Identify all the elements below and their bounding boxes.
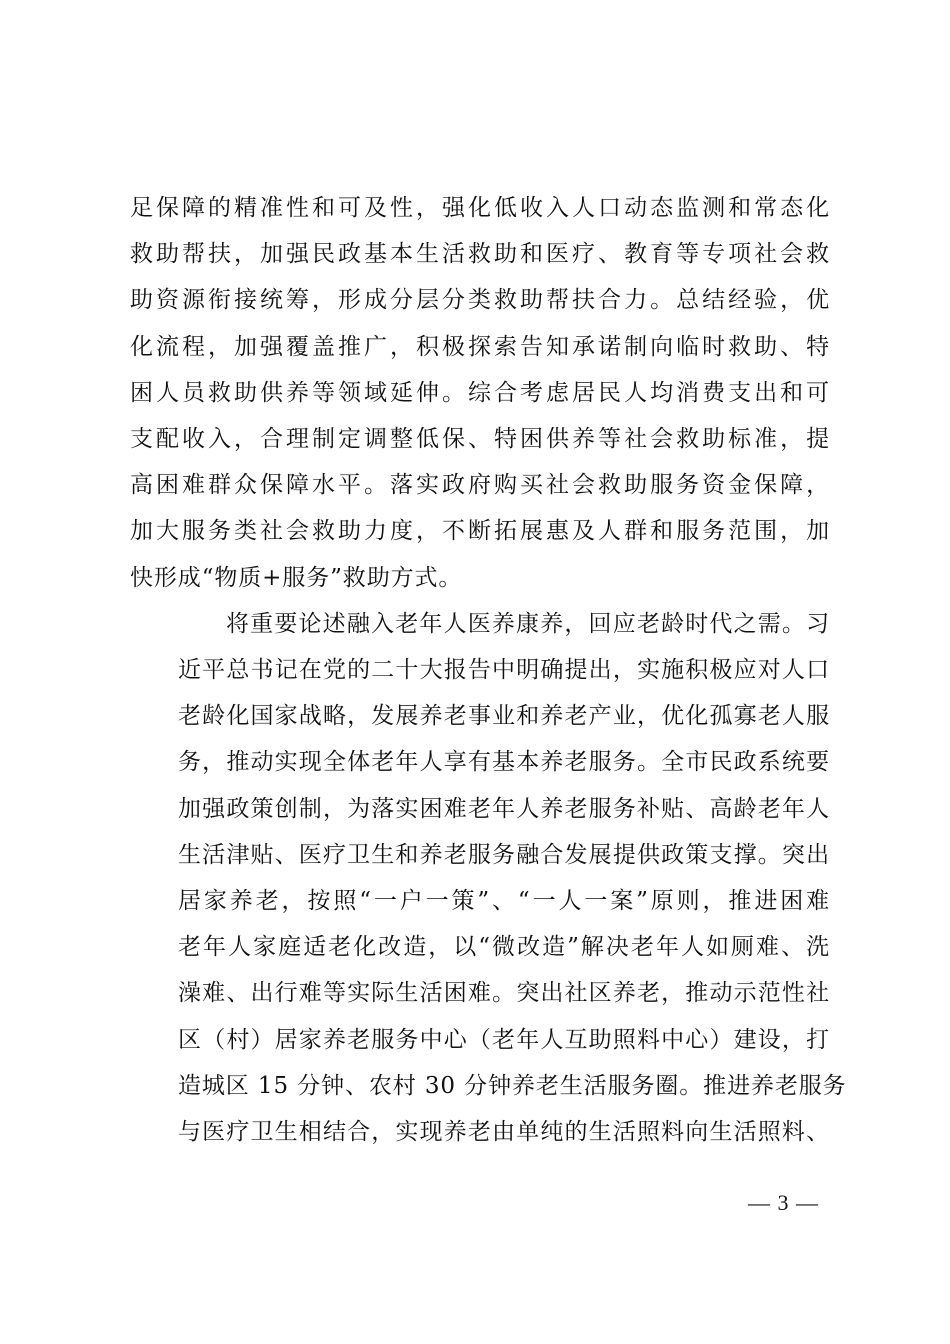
text-line: 快形成“物质+服务”救助方式。 bbox=[130, 564, 463, 591]
text-line: 助资源衔接统筹，形成分层分类救助帮扶合力。总结经验，优 bbox=[130, 287, 830, 314]
text-line: 加大服务类社会救助力度，不断拓展惠及人群和服务范围，加 bbox=[130, 518, 830, 545]
text-line: 高困难群众保障水平。落实政府购买社会救助服务资金保障， bbox=[130, 472, 830, 499]
text-line: 老龄化国家战略，发展养老事业和养老产业，优化孤寡老人服 bbox=[178, 703, 830, 730]
text-line: 加强政策创制，为落实困难老年人养老服务补贴、高龄老年人 bbox=[178, 795, 830, 822]
text-line: 足保障的精准性和可及性，强化低收入人口动态监测和常态化 bbox=[130, 195, 830, 221]
text-line: 生活津贴、医疗卫生和养老服务融合发展提供政策支撑。突出 bbox=[178, 841, 830, 868]
text-line: 澡难、出行难等实际生活困难。突出社区养老，推动示范性社 bbox=[178, 980, 830, 1007]
text-line: 造城区 15 分钟、农村 30 分钟养老生活服务圈。推进养老服务 bbox=[178, 1072, 847, 1099]
text-line: 将重要论述融入老年人医养康养，回应老龄时代之需。习 bbox=[226, 610, 830, 637]
text-line: 务，推动实现全体老年人享有基本养老服务。全市民政系统要 bbox=[178, 749, 830, 776]
text-line: 化流程，加强覆盖推广，积极探索告知承诺制向临时救助、特 bbox=[130, 333, 830, 360]
page-number: — 3 — bbox=[748, 1190, 819, 1215]
text-line: 与医疗卫生相结合，实现养老由单纯的生活照料向生活照料、 bbox=[178, 1119, 830, 1146]
text-line: 近平总书记在党的二十大报告中明确提出，实施积极应对人口 bbox=[178, 657, 830, 684]
text-line: 居家养老，按照“一户一策”、“一人一案”原则，推进困难 bbox=[178, 888, 830, 915]
paragraph-1 bbox=[130, 185, 830, 601]
text-line: 区（村）居家养老服务中心（老年人互助照料中心）建设，打 bbox=[178, 1026, 830, 1053]
text-line: 救助帮扶，加强民政基本生活救助和医疗、教育等专项社会救 bbox=[130, 241, 830, 268]
text-line: 老年人家庭适老化改造，以“微改造”解决老年人如厕难、洗 bbox=[178, 934, 830, 961]
text-line: 困人员救助供养等领域延伸。综合考虑居民人均消费支出和可 bbox=[130, 379, 830, 406]
text-line: 支配收入，合理制定调整低保、特困供养等社会救助标准，提 bbox=[130, 426, 830, 453]
body-text bbox=[130, 185, 847, 1155]
paragraph-2 bbox=[130, 601, 847, 1155]
